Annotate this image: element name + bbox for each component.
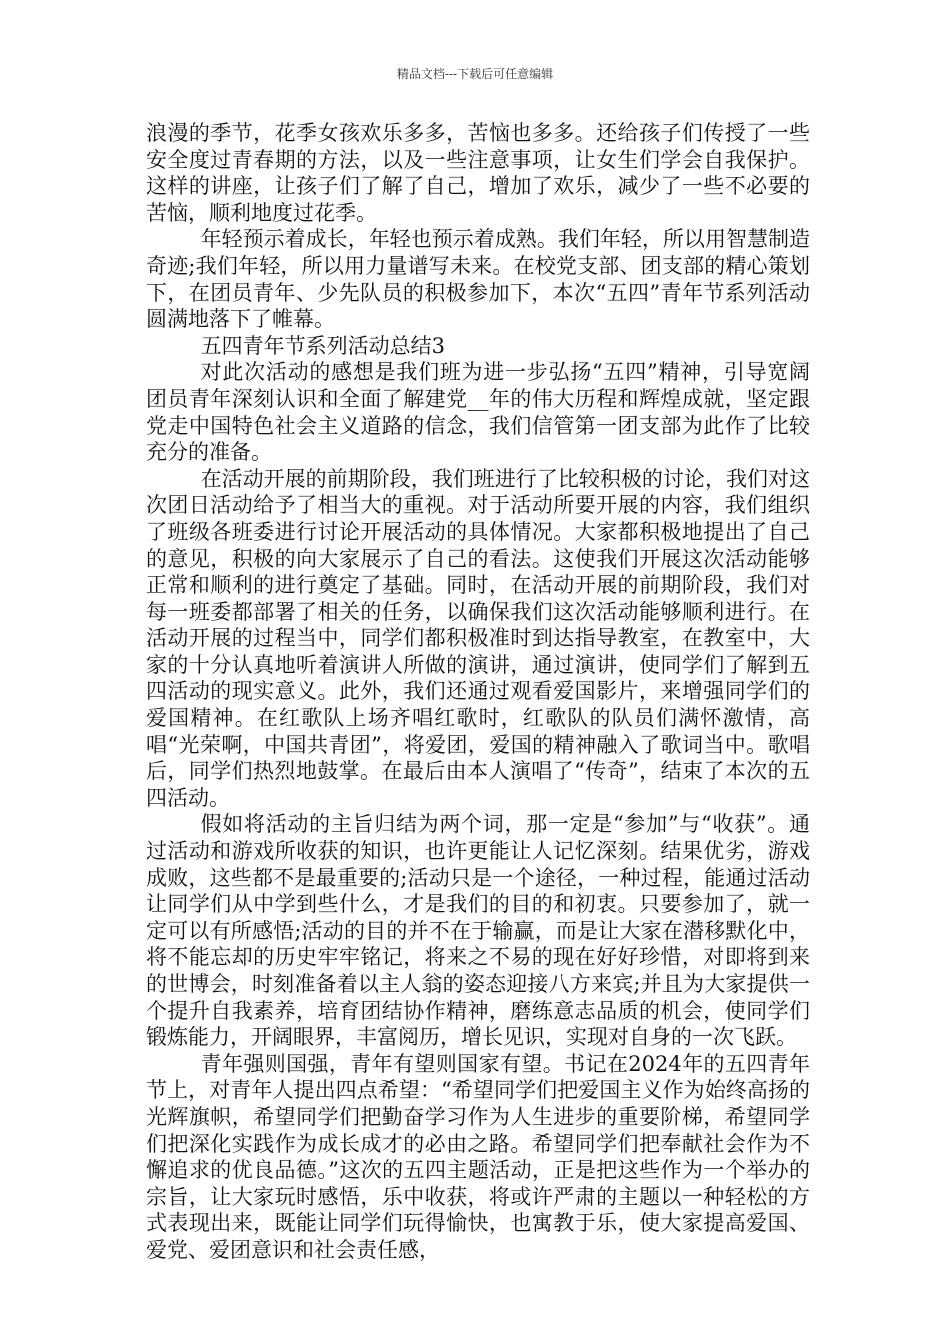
paragraph-activity-process: 在活动开展的前期阶段，我们班进行了比较积极的讨论，我们对这次团日活动给予了相当大的重视。对于活动所要开展的内容，我们组织了班级各班委进行讨论开展活动的具体情况。大家都积极地提出了自己的意见，积极的向大家展示了自己的看法。这使我们开展这次活动能够正常和顺利的进行奠定了基础。同时，在活动开展的前期阶段，我们对每一班委都部署了相关的任务，以确保我们这次活动能够顺利进行。在活动开展的过程当中，同学们都积极准时到达指导教室，在教室中，大家的十分认真地听着演讲人所做的演讲，通过演讲，使同学们了解到五四活动的现实意义。此外，我们还通过观看爱国影片，来增强同学们的爱国精神。在红歌队上场齐唱红歌时，红歌队的队员们满怀激情，高唱“光荣啊，中国共青团”，将爱团，爱国的精神融入了歌词当中。歌唱后，同学们热烈地鼓掌。在最后由本人演唱了“传奇”，结束了本次的五四活动。	[146, 466, 810, 810]
paragraph-youth-hope: 青年强则国强，青年有望则国家有望。书记在2024年的五四青年节上，对青年人提出四点希望：“希望同学们把爱国主义作为始终高扬的光辉旗帜，希望同学们把勤奋学习作为人生进步的重要阶梯，希望同学们把深化实践作为成长成才的必由之路。希望同学们把奉献社会作为不懈追求的优良品德。”这次的五四主题活动，正是把这些作为一个举办的宗旨，让大家玩时感悟，乐中收获，将或许严肃的主题以一种轻松的方式表现出来，既能让同学们玩得愉快，也寓教于乐，使大家提高爱国、爱党、爱团意识和社会责任感，	[146, 1051, 810, 1262]
section-heading: 五四青年节系列活动总结3	[200, 333, 445, 358]
paragraph-activity-thoughts: 对此次活动的感想是我们班为进一步弘扬“五四”精神，引导宽阔团员青年深刻认识和全面了解建党__年的伟大历程和辉煌成就，坚定跟党走中国特色社会主义道路的信念，我们信管第一团支部为此作了比较充分的准备。	[146, 360, 810, 465]
paragraph-activity-purpose: 假如将活动的主旨归结为两个词，那一定是“参加”与“收获”。通过活动和游戏所收获的知识，也许更能让人记忆深刻。结果优劣，游戏成败，这些都不是最重要的;活动只是一个途径，一种过程，能通过活动让同学们从中学到些什么，才是我们的目的和初衷。只要参加了，就一定可以有所感悟;活动的目的并不在于输赢，而是让大家在潜移默化中，将不能忘却的历史牢牢铭记，将来之不易的现在好好珍惜，对即将到来的世博会，时刻准备着以主人翁的姿态迎接八方来宾;并且为大家提供一个提升自我素养，培育团结协作精神，磨练意志品质的机会，使同学们锻炼能力，开阔眼界，丰富阅历，增长见识，实现对自身的一次飞跃。	[146, 812, 810, 1050]
page-header: 精品文档---下载后可任意编辑	[396, 67, 554, 81]
paragraph-continued: 浪漫的季节，花季女孩欢乐多多，苦恼也多多。还给孩子们传授了一些安全度过青春期的方法，以及一些注意事项，让女生们学会自我保护。这样的讲座，让孩子们了解了自己，增加了欢乐，减少了一些不必要的苦恼，顺利地度过花季。	[146, 121, 810, 225]
paragraph-youth-summary: 年轻预示着成长，年轻也预示着成熟。我们年轻，所以用智慧制造奇迹;我们年轻，所以用力量谱写未来。在校党支部、团支部的精心策划下，在团员青年、少先队员的积极参加下，本次“五四”青年节系列活动圆满地落下了帷幕。	[146, 227, 810, 332]
document-body	[146, 120, 810, 1264]
